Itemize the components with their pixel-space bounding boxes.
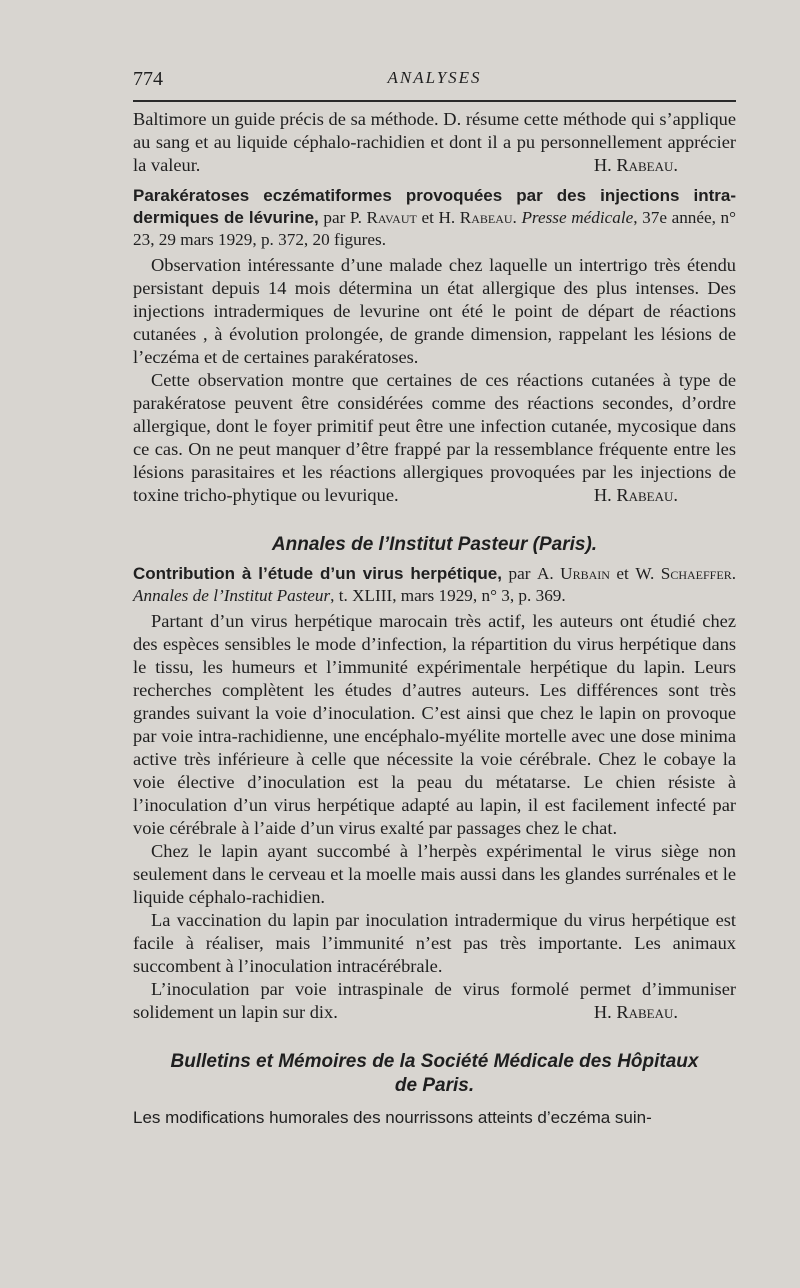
paragraph: Observation intéressante d’une malade chez laquelle un intertrigo très étendu persistant depuis 14 mois détermina un état allergique des plus intenses. Des injections intradermiques de levurine ont été le point de départ de réactions cutanées , à évolution prolongée, de grande dimension, rappelant les lésions de l’eczéma et de certaines parakératoses. <box>133 255 736 367</box>
paragraph: Chez le lapin ayant succombé à l’herpès expérimental le virus siège non seulement dans le cerveau et la moelle mais aussi dans les glandes surrénales et le liquide céphalo-rachidien. <box>133 841 736 907</box>
paragraph-text: L’inoculation par voie intraspinale de virus formolé permet d’immuniser solidement un lapin sur dix. <box>133 979 736 1022</box>
page-header <box>133 64 736 94</box>
paragraph-text: Baltimore un guide précis de sa méthode. D. résume cette méthode qui s’applique au sang et au liquide céphalo-rachidien et dont il a pu personnellement apprécier la valeur. <box>133 109 736 175</box>
continued-paragraph <box>133 108 736 177</box>
author: A. Urbain <box>536 564 610 583</box>
article-citation <box>133 185 736 251</box>
article-citation <box>133 563 736 607</box>
page-body <box>133 108 736 1129</box>
journal-name: Presse médicale <box>521 208 634 227</box>
signature: H. Rabeau. <box>593 155 678 175</box>
running-title: ANALYSES <box>387 68 482 87</box>
paragraph <box>133 978 736 1024</box>
citation-reference: , 37e année, n° 23, 29 mars 1929, p. 372, 20 figures. <box>133 208 736 249</box>
author: H. Rabeau <box>438 208 513 227</box>
section-heading-line: Bulletins et Mémoires de la Société Médicale des Hôpitaux <box>170 1051 699 1072</box>
page-number: 774 <box>133 68 163 90</box>
section-heading: Annales de l’Institut Pasteur (Paris). <box>271 534 598 555</box>
article-title: Les modifications humorales des nourrissons atteints d’eczéma suin- <box>133 1108 652 1127</box>
citation-and: et <box>416 208 439 227</box>
author: P. Ravaut <box>349 208 417 227</box>
signature: H. Rabeau. <box>593 1002 678 1022</box>
article-title: Contribution à l’étude d’un virus herpétique, <box>133 564 502 583</box>
paragraph-text: Cette observation montre que certaines de ces réactions cutanées à type de parakératose peuvent être considérées comme des réactions secondes, d’ordre allergique, dont le foyer primitif peut être une infection cutanée, mycosique dans ce cas. On ne peut manquer d’être frappé par la ressemblance fréquente entre les lésions parasitaires et les réactions allergiques provoquées par les injections de toxine tricho-phytique ou levurique. <box>133 370 736 505</box>
signature: H. Rabeau. <box>593 485 678 505</box>
paragraph: La vaccination du lapin par inoculation intradermique du virus herpétique est facile à réaliser, mais l’immunité n’est pas très importante. Les animaux succombent à l’inoculation intracérébrale. <box>133 910 736 976</box>
journal-name: Annales de l’Institut Pasteur <box>133 586 331 605</box>
citation-by: par <box>502 564 537 583</box>
paragraph: Partant d’un virus herpétique marocain très actif, les auteurs ont étudié chez des espèces sensibles le mode d’infection, la répartition du virus herpétique dans le tissu, les humeurs et l’immunité expérimentale herpétique du lapin. Leurs recherches complètent les études d’autres auteurs. Les différences sont très grandes suivant la voie d’inoculation. C’est ainsi que chez le lapin on provoque par voie intra-rachidienne, une encéphalo-myélite mortelle avec une dose minima active très inférieure à celle que nécessite la voie cérébrale. Chez le cobaye la voie élective d’inoculation est la peau du métatarse. Le chien résiste à l’inoculation d’un virus herpétique adapté au lapin, il est facilement infecté par voie cérébrale à l’aide d’un virus exalté par passages chez le chat. <box>133 611 736 838</box>
article-title: Parakératoses eczématiformes provoquées par des injections intra-dermiques de lévurine, <box>133 186 736 227</box>
citation-sep: . <box>512 208 522 227</box>
citation-by: par <box>318 208 350 227</box>
citation-sep: . <box>731 564 736 583</box>
section-heading-line: de Paris. <box>394 1075 475 1096</box>
citation-reference: , t. XLIII, mars 1929, n° 3, p. 369. <box>330 586 566 605</box>
citation-and: et <box>609 564 636 583</box>
header-rule <box>133 100 736 102</box>
author: W. Schaeffer <box>635 564 732 583</box>
section-heading <box>133 1050 736 1098</box>
paragraph <box>133 369 736 507</box>
